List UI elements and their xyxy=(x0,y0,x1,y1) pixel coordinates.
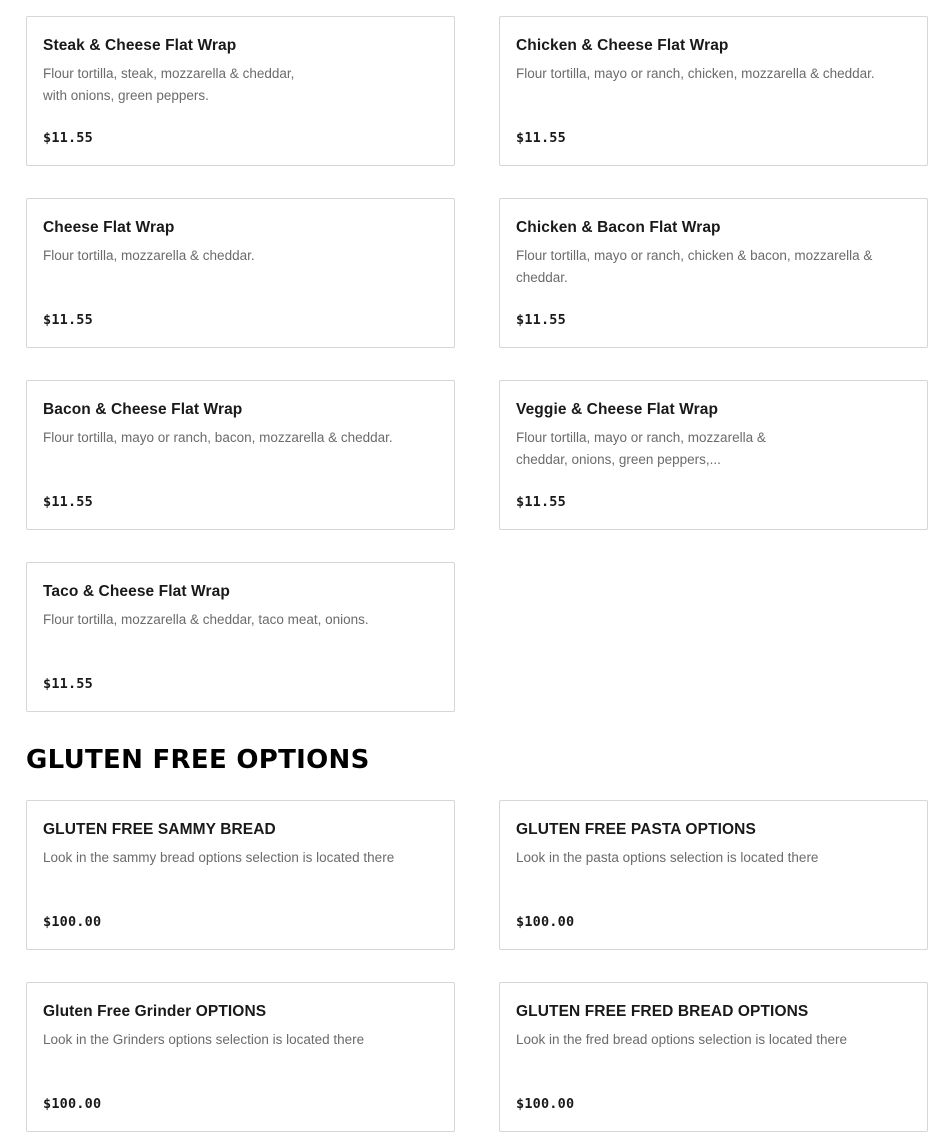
menu-item-card[interactable] xyxy=(26,982,455,1132)
menu-item-name: Chicken & Bacon Flat Wrap xyxy=(516,219,721,236)
menu-item-name: GLUTEN FREE PASTA OPTIONS xyxy=(516,821,756,838)
menu-item-name: Veggie & Cheese Flat Wrap xyxy=(516,401,719,418)
menu-item-name: Bacon & Cheese Flat Wrap xyxy=(43,401,243,418)
menu-item-price: $100.00 xyxy=(516,914,575,930)
menu-item-name: Steak & Cheese Flat Wrap xyxy=(43,37,237,54)
menu-item-description: Flour tortilla, mayo or ranch, chicken, mozzarella & cheddar. xyxy=(516,66,875,81)
menu-item-description: Flour tortilla, mozzarella & cheddar. xyxy=(43,248,255,263)
menu-item-card[interactable] xyxy=(26,198,455,348)
menu-item-card[interactable] xyxy=(26,16,455,166)
menu-item-description: Flour tortilla, mozzarella & cheddar, taco meat, onions. xyxy=(43,612,369,627)
menu-item-description: Look in the pasta options selection is located there xyxy=(516,850,819,865)
menu-item-description: Look in the Grinders options selection is located there xyxy=(43,1032,365,1047)
menu-item-card[interactable] xyxy=(26,800,455,950)
menu-item-price: $11.55 xyxy=(516,494,566,510)
menu-item-description: Flour tortilla, mayo or ranch, chicken & bacon, mozzarella & cheddar. xyxy=(516,248,873,285)
menu-item-price: $11.55 xyxy=(43,130,93,146)
menu-item-price: $11.55 xyxy=(43,312,93,328)
menu-item-card[interactable] xyxy=(499,16,928,166)
menu-item-name: Taco & Cheese Flat Wrap xyxy=(43,583,230,600)
menu-item-card[interactable] xyxy=(499,800,928,950)
menu-item-description: Flour tortilla, mayo or ranch, mozzarella & cheddar, onions, green peppers,... xyxy=(516,430,766,467)
menu-item-description: Flour tortilla, steak, mozzarella & cheddar, with onions, green peppers. xyxy=(43,66,295,103)
menu-item-description: Look in the fred bread options selection is located there xyxy=(516,1032,847,1047)
gluten-free-menu-grid xyxy=(26,800,928,1132)
menu-item-price: $100.00 xyxy=(43,914,102,930)
section-title-gluten-free: GLUTEN FREE OPTIONS xyxy=(26,745,370,775)
menu-item-name: Cheese Flat Wrap xyxy=(43,219,175,236)
menu-item-price: $100.00 xyxy=(516,1096,575,1112)
menu-item-price: $11.55 xyxy=(516,312,566,328)
menu-item-card[interactable] xyxy=(499,380,928,530)
menu-item-card[interactable] xyxy=(499,198,928,348)
menu-item-price: $100.00 xyxy=(43,1096,102,1112)
menu-item-description: Look in the sammy bread options selection is located there xyxy=(43,850,395,865)
menu-item-name: Gluten Free Grinder OPTIONS xyxy=(43,1003,267,1020)
menu-item-card[interactable] xyxy=(499,982,928,1132)
menu-item-name: GLUTEN FREE SAMMY BREAD xyxy=(43,821,276,838)
menu-item-price: $11.55 xyxy=(43,676,93,692)
wraps-menu-grid xyxy=(26,16,928,712)
menu-item-price: $11.55 xyxy=(43,494,93,510)
menu-item-card[interactable] xyxy=(26,562,455,712)
menu-item-card[interactable] xyxy=(26,380,455,530)
menu-item-name: Chicken & Cheese Flat Wrap xyxy=(516,37,729,54)
menu-item-name: GLUTEN FREE FRED BREAD OPTIONS xyxy=(516,1003,809,1020)
menu-item-description: Flour tortilla, mayo or ranch, bacon, mozzarella & cheddar. xyxy=(43,430,393,445)
menu-item-price: $11.55 xyxy=(516,130,566,146)
